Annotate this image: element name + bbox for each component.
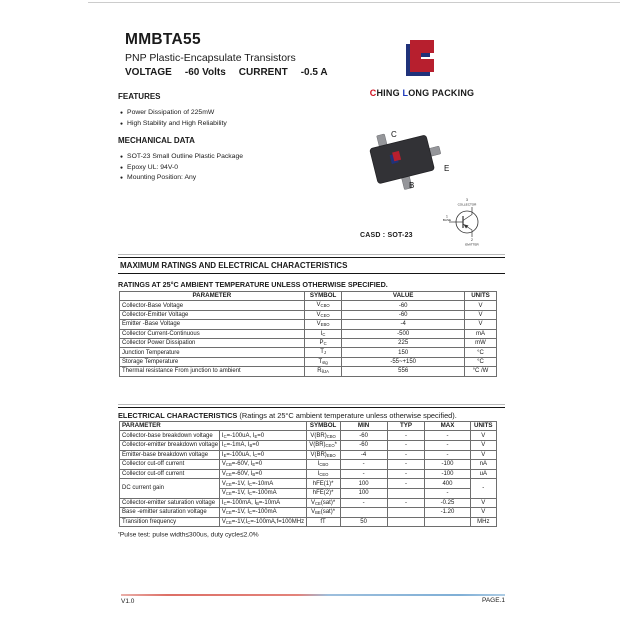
electrical-characteristics-section [118,404,505,420]
symbol-cell: $R_{\theta JA}$ [304,367,342,376]
value-cell: -4 [342,320,465,329]
max-cell: - [425,488,470,498]
bullet-icon: ● [120,120,124,127]
min-cell: - [340,498,387,508]
units-cell: mW [464,338,496,347]
units-cell: V [464,320,496,329]
max-ratings-title: MAXIMUM RATINGS AND ELECTRICAL CHARACTERISTICS [118,257,505,274]
value-cell: 556 [342,367,465,376]
voltage-label: VOLTAGE [125,67,172,78]
max-cell [425,517,470,527]
units-cell: MHz [470,517,496,527]
condition-cell: $V_{CE}=-1V$, $I_C=-10mA$ [219,479,306,489]
column-header-units: UNITS [464,292,496,301]
mechanical-text: Mounting Position: Any [127,174,197,181]
symbol-cell: hFE(2)* [306,488,340,498]
page-title: MMBTA55 [125,31,201,48]
voltage-value: -60 Volts [184,67,226,78]
bullet-icon: ● [120,110,124,116]
units-cell: V [470,508,496,518]
parameter-cell: Base -emitter saturation voltage [120,508,220,518]
parameter-cell: Storage Temperature [120,357,305,366]
feature-text: High Stability and High Reliability [127,119,227,127]
table-row [120,440,497,450]
parameter-cell: Collector-base breakdown voltage [120,431,220,441]
condition-cell: $V_{CE}=-1V$, $I_C=-100mA$ [219,488,306,498]
typ-cell: - [387,479,425,489]
mechanical-data-list [120,152,243,184]
list-item [120,152,243,163]
table-row [120,460,497,470]
parameter-cell: Collector-emitter saturation voltage [120,498,220,508]
symbol-cell: $I_{CEO}$ [306,469,340,479]
list-item [120,163,243,174]
table-row [120,348,497,357]
column-header-typ: TYP [387,422,425,431]
brand-logo-icon [404,36,440,85]
list-item [120,173,243,184]
min-cell: 100 [340,479,387,489]
table-header-row [120,422,497,431]
units-cell: V [464,301,496,310]
max-cell: -1.20 [425,508,470,518]
units-cell: °C [464,357,496,366]
symbol-cell: $I_C$ [304,329,342,338]
typ-cell: - [387,469,425,479]
parameter-cell: Collector cut-off current [120,469,220,479]
symbol-cell: $P_C$ [304,338,342,347]
bullet-icon: ● [120,175,124,181]
value-cell: -60 [342,310,465,319]
mechanical-text: SOT-23 Small Outline Plastic Package [127,153,244,160]
value-cell: 150 [342,348,465,357]
symbol-cell: $V(BR)_{CBO}$ [306,431,340,441]
value-cell: 225 [342,338,465,347]
section-title-rest: (Ratings at 25°C ambient temperature unless otherwise specified). [237,410,457,420]
divider [118,254,505,255]
table-row [120,517,497,527]
parameter-cell: Collector cut-off current [120,460,220,470]
pin-label-c: C [391,130,397,139]
value-cell: -60 [342,301,465,310]
condition-cell: $I_E=-100uA$, $I_C=0$ [219,450,306,460]
symbol-emitter-num: 2 [471,238,473,242]
max-cell: - [425,440,470,450]
electrical-characteristics-title [118,407,505,420]
value-cell: -55~+150 [342,357,465,366]
pin-label-b: B [409,181,415,190]
parameter-cell: Collector Current-Continuous [120,329,305,338]
units-cell: V [464,310,496,319]
parameter-cell: Collector Power Dissipation [120,338,305,347]
min-cell: -4 [340,450,387,460]
sot23-package-image [366,124,461,195]
transistor-symbol-icon [438,196,496,253]
min-cell: 50 [340,517,387,527]
condition-cell: $I_C=-100mA$, $I_B=-10mA$ [219,498,306,508]
units-cell: V [470,450,496,460]
parameter-cell: Thermal resistance From junction to ambient [120,367,305,376]
typ-cell [387,488,425,498]
brand-name [342,88,502,98]
units-cell: °C [464,348,496,357]
condition-cell: $V_{CE}=-60V$, $I_B=0$ [219,469,306,479]
table-row [120,469,497,479]
symbol-cell: $I_{CBO}$ [306,460,340,470]
symbol-cell: $V_{CEO}$ [304,310,342,319]
column-header-symbol: SYMBOL [304,292,342,301]
section-title-bold: ELECTRICAL CHARACTERISTICS [118,410,238,420]
symbol-cell: hFE(1)* [306,479,340,489]
column-header-symbol: SYMBOL [306,422,340,431]
min-cell: - [340,460,387,470]
parameter-cell: Collector-Base Voltage [120,301,305,310]
features-list [120,108,227,129]
max-ratings-band [118,254,505,274]
max-cell: 400 [425,479,470,489]
parameter-cell: Junction Temperature [120,348,305,357]
table-row [120,367,497,376]
column-header-units: UNITS [470,422,496,431]
condition-cell: $V_{CB}=-60V$, $I_E=0$ [219,460,306,470]
typ-cell: - [387,498,425,508]
symbol-cell: $V(BR)_{CEO}*$ [306,440,340,450]
brand-text-hing: HING [376,88,403,98]
list-item [120,119,227,130]
symbol-collector-num: 3 [466,198,468,202]
condition-cell: $I_C=-1mA$, $I_B=0$ [219,440,306,450]
page-top-rule [88,2,620,3]
parameter-cell: Collector-emitter breakdown voltage [120,440,220,450]
symbol-cell: fT [306,517,340,527]
symbol-cell: $T_J$ [304,348,342,357]
case-label: CASD : SOT-23 [360,232,413,239]
max-cell: - [425,450,470,460]
footer-rule [121,594,505,596]
footnote-mark: * [118,531,120,536]
value-cell: -500 [342,329,465,338]
symbol-cell: $V_{BE}(sat)*$ [306,508,340,518]
table-row [120,498,497,508]
max-ratings-table [119,291,497,377]
condition-cell: $V_{CE}=-1V,I_C=-100mA,f=100MHz$ [219,517,306,527]
typ-cell: - [387,431,425,441]
parameter-cell: Collector-Emitter Voltage [120,310,305,319]
table-row [120,301,497,310]
table-header-row [120,292,497,301]
ratings-note: RATINGS AT 25°C AMBIENT TEMPERATURE UNLESS OTHERWISE SPECIFIED. [118,280,388,289]
parameter-cell: DC current gain [120,479,220,498]
brand-text-ong-packing: ONG PACKING [408,88,475,98]
table-row [120,338,497,347]
units-cell: V [470,431,496,441]
min-cell: 100 [340,488,387,498]
table-row [120,479,497,489]
pin-label-e: E [444,164,450,173]
symbol-emitter-label: EMITTER [465,242,479,247]
min-cell: -60 [340,440,387,450]
version-label: V1.0 [121,598,135,605]
features-heading: FEATURES [118,92,161,101]
parameter-cell: Emitter -Base Voltage [120,320,305,329]
symbol-base-label: BASE [442,218,452,223]
electrical-characteristics-table [119,421,497,527]
divider [118,404,505,405]
brand-letter-c: C [369,88,377,98]
min-cell: - [340,469,387,479]
current-value: -0.5 A [300,67,328,78]
typ-cell: - [387,450,425,460]
footnote [118,531,259,538]
table-row [120,508,497,518]
brand-letter-l: L [402,88,409,98]
units-cell: uA [470,469,496,479]
column-header-parameter: PARAMETER [120,422,307,431]
mechanical-text: Epoxy UL: 94V-0 [127,163,179,171]
feature-text: Power Dissipation of 225mW [127,109,215,116]
units-cell: V [470,440,496,450]
parameter-cell: Transition frequency [120,517,220,527]
units-cell: V [470,498,496,508]
condition-cell: $I_C=-100uA$, $I_E=0$ [219,431,306,441]
ratings-summary [125,67,328,78]
table-row [120,431,497,441]
table-row [120,329,497,338]
column-header-min: MIN [340,422,387,431]
min-cell [340,508,387,518]
units-cell: mA [464,329,496,338]
symbol-base-num: 1 [446,214,448,219]
units-cell: - [470,479,496,498]
symbol-cell: $V_{CE}(sat)*$ [306,498,340,508]
mechanical-data-heading: MECHANICAL DATA [118,136,195,145]
table-row [120,320,497,329]
symbol-cell: $V_{EBO}$ [304,320,342,329]
max-cell: -100 [425,460,470,470]
page-subtitle: PNP Plastic-Encapsulate Transistors [125,52,296,64]
typ-cell [387,508,425,518]
typ-cell [387,517,425,527]
column-header-max: MAX [425,422,470,431]
symbol-cell: $V(BR)_{EBO}$ [306,450,340,460]
max-cell: -0.25 [425,498,470,508]
units-cell: nA [470,460,496,470]
parameter-cell: Emitter-base breakdown voltage [120,450,220,460]
condition-cell: $V_{CE}=-1V$, $I_C=-100mA$ [219,508,306,518]
table-row [120,310,497,319]
units-cell: °C /W [464,367,496,376]
typ-cell: - [387,460,425,470]
table-row [120,357,497,366]
column-header-value: VALUE [342,292,465,301]
symbol-cell: $V_{CBO}$ [304,301,342,310]
column-header-parameter: PARAMETER [120,292,305,301]
current-label: CURRENT [238,67,288,78]
list-item [120,108,227,119]
table-row [120,450,497,460]
min-cell: -60 [340,431,387,441]
max-cell: -100 [425,469,470,479]
typ-cell: - [387,440,425,450]
bullet-icon: ● [120,164,124,171]
max-cell: - [425,431,470,441]
footnote-text: Pulse test: pulse width≤300us, duty cycle≤2.0% [119,531,259,539]
page-number: PAGE.1 [481,597,505,604]
symbol-cell: $T_{stg}$ [304,357,342,366]
bullet-icon: ● [120,154,124,160]
symbol-collector-label: COLLECTOR [457,202,477,207]
